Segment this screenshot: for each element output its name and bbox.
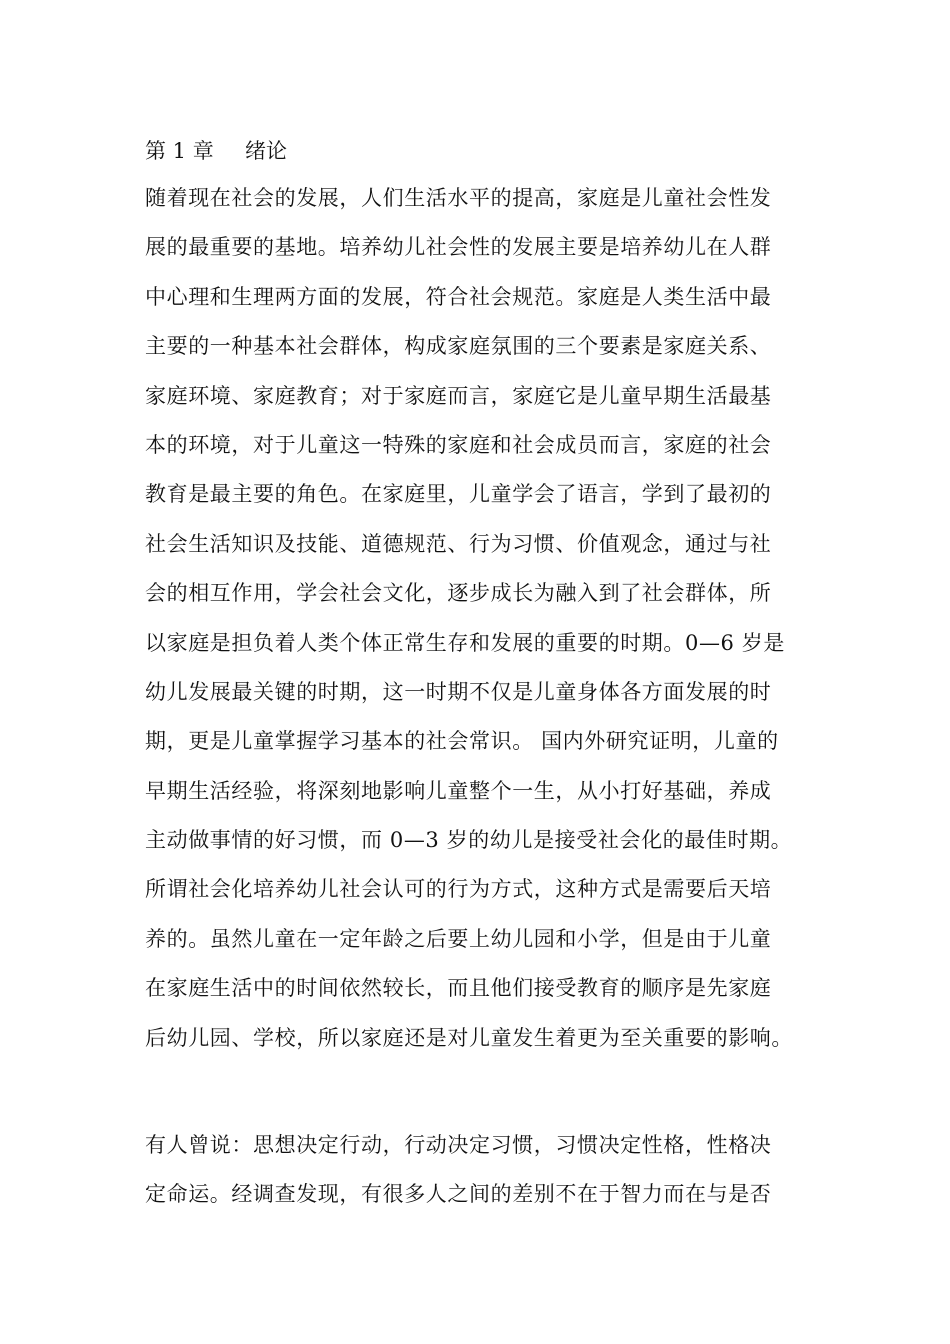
text-line: 主动做事情的好习惯，而 0—3 岁的幼儿是接受社会化的最佳时期。 [145, 828, 793, 853]
text-line: 在家庭生活中的时间依然较长，而且他们接受教育的顺序是先家庭 [145, 976, 772, 1001]
chapter-title: 绪论 [245, 139, 287, 163]
chapter-heading [145, 134, 287, 168]
text-line: 教育是最主要的角色。在家庭里，儿童学会了语言，学到了最初的 [145, 482, 772, 507]
text-line: 定命运。经调查发现，有很多人之间的差别不在于智力而在与是否 [145, 1182, 772, 1207]
text-line: 有人曾说：思想决定行动，行动决定习惯，习惯决定性格，性格决 [145, 1133, 772, 1157]
chapter-number: 第 1 章 [145, 139, 214, 163]
paragraph-2 [145, 1121, 815, 1220]
text-line: 随着现在社会的发展，人们生活水平的提高，家庭是儿童社会性发 [145, 186, 772, 210]
text-line: 主要的一种基本社会群体，构成家庭氛围的三个要素是家庭关系、 [145, 334, 772, 359]
text-line: 早期生活经验，将深刻地影响儿童整个一生，从小打好基础，养成 [145, 778, 772, 803]
text-line: 后幼儿园、学校，所以家庭还是对儿童发生着更为至关重要的影响。 [145, 1025, 793, 1050]
text-line: 幼儿发展最关键的时期，这一时期不仅是儿童身体各方面发展的时 [145, 679, 772, 704]
text-line: 社会生活知识及技能、道德规范、行为习惯、价值观念，通过与社 [145, 531, 772, 556]
text-line: 会的相互作用，学会社会文化，逐步成长为融入到了社会群体，所 [145, 581, 772, 606]
text-line: 中心理和生理两方面的发展，符合社会规范。家庭是人类生活中最 [145, 284, 772, 309]
text-line: 展的最重要的基地。培养幼儿社会性的发展主要是培养幼儿在人群 [145, 235, 772, 260]
text-line: 以家庭是担负着人类个体正常生存和发展的重要的时期。0—6 岁是 [145, 630, 785, 655]
text-line: 本的环境，对于儿童这一特殊的家庭和社会成员而言，家庭的社会 [145, 432, 772, 457]
text-line: 所谓社会化培养幼儿社会认可的行为方式，这种方式是需要后天培 [145, 877, 772, 902]
paragraph-1 [145, 174, 815, 1063]
text-line: 养的。虽然儿童在一定年龄之后要上幼儿园和小学，但是由于儿童 [145, 926, 772, 951]
text-line: 期，更是儿童掌握学习基本的社会常识。 国内外研究证明，儿童的 [145, 729, 779, 754]
text-line: 家庭环境、家庭教育；对于家庭而言，家庭它是儿童早期生活最基 [145, 383, 772, 408]
